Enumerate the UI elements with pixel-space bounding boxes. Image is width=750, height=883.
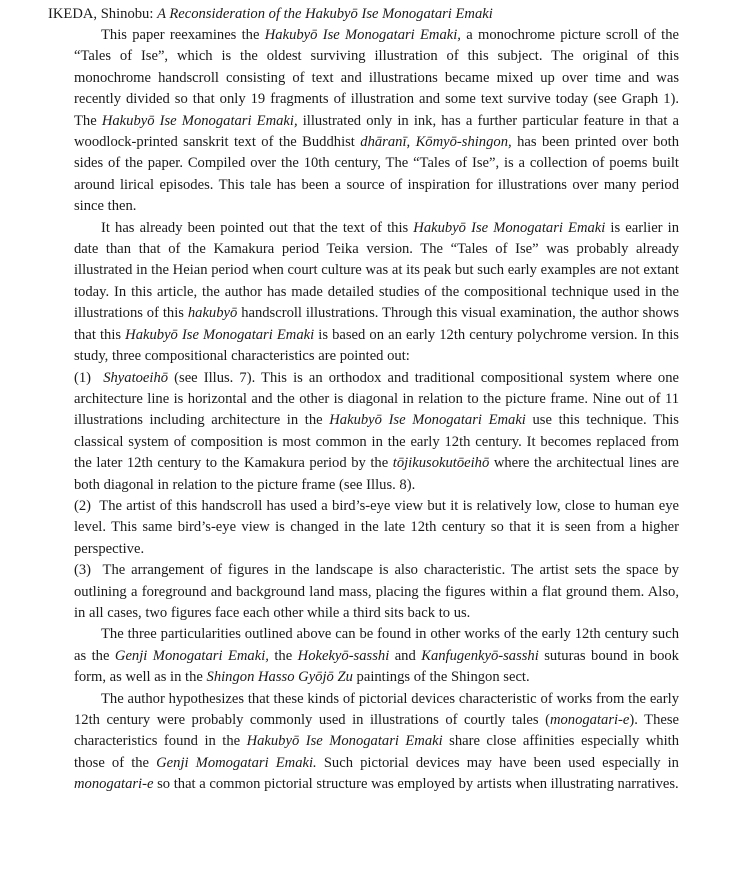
text-run: paintings of the Shingon sect.	[352, 669, 530, 686]
point-2-birds-eye-view	[74, 496, 679, 560]
text-run: (1)	[74, 369, 104, 386]
text-run: use this technique. This classical system of composition is most common in the early 12th century. It becomes replaced from the later 12th century to the Kamakura period by the	[74, 412, 679, 472]
italic-term: Kanfugenkyō-sasshi	[421, 647, 539, 664]
italic-term: Shyatoeihō	[103, 369, 169, 386]
text-run: so that a common pictorial structure was employed by artists when illustrating narratives.	[153, 776, 679, 793]
text-run: This paper reexamines the	[101, 27, 265, 43]
text-run: Such pictorial devices may have been used especially in	[316, 754, 679, 771]
text-run: is earlier in date than that of the Kamakura period Teika version. The “Tales of Ise” was probably already illustrated in the Heian period when court culture was at its peak but such early examples are not extant today. In this article, the author has made detailed studies of the compositional technique used in the illustrations of this	[74, 219, 679, 322]
point-3-figure-arrangement	[74, 560, 679, 624]
text-run: and	[389, 647, 422, 664]
text-run: The author hypothesizes that these kinds of pictorial devices characteristic of works from the early 12th century were probably commonly used in illustrations of courtly tales (	[74, 690, 679, 728]
italic-term: monogatari-e	[74, 776, 154, 793]
paragraph-conclusion	[74, 689, 679, 796]
text-run: (3) The arrangement of figures in the landscape is also characteristic. The artist sets the space by outlining a foreground and background land mass, placing the figures within a flat ground them. Also, in all cases, two figures face each other while a third sits back to us.	[74, 562, 679, 621]
italic-term: hakubyō	[187, 305, 238, 322]
point-1-shyatoeiho	[74, 368, 679, 496]
text-run: suturas bound in book form, as well as in the	[74, 647, 679, 686]
text-run: a monochrome picture scroll of the “Tales of Ise”, which is the oldest surviving illustration of this subject. The original of this monochrome handscroll consisting of text and illustrations became mixed up over time and was recently divided so that only 19 fragments of illustration and some text survive today (see Graph 1). The	[74, 27, 679, 129]
paragraph-intro	[74, 25, 679, 218]
italic-term: Genji Momogatari Emaki.	[156, 754, 317, 771]
italic-term: Shingon Hasso Gyōjō Zu	[206, 669, 353, 686]
text-run: ). These characteristics found in the	[74, 712, 679, 750]
abstract-body	[74, 25, 679, 796]
italic-term: Hokekyō-sasshi	[297, 647, 390, 664]
italic-term: Hakubyō Ise Monogatari Emaki	[125, 326, 315, 343]
text-run: has been printed over both sides of the paper. Compiled over the 10th century, The “Tales of Ise”, is a collection of poems built around lirical episodes. This tale has been a source of inspiration for illustrations over many period since then.	[74, 134, 679, 215]
italic-term: monogatari-e	[549, 712, 630, 728]
italic-term: tōjikusokutōeihō	[392, 455, 490, 472]
text-run: illustrated only in ink, has a further particular feature in that a woodlock-printed sanskrit text of the Buddhist	[74, 112, 679, 151]
article-header	[48, 4, 738, 25]
text-run: handscroll illustrations. Through this visual examination, the author shows that this	[74, 305, 680, 343]
text-run: The three particularities outlined above can be found in other works of the early 12th century such as the	[74, 626, 679, 664]
italic-term: Hakubyō Ise Monogatari Emaki	[413, 219, 606, 236]
paragraph-dating	[74, 218, 679, 368]
italic-term: Genji Monogatari Emaki,	[114, 647, 269, 664]
text-run: (2) The artist of this handscroll has used a bird’s-eye view but it is relatively low, close to human eye level. This same bird’s-eye view is changed in the late 12th century so that it is seen from a higher perspective.	[74, 497, 679, 557]
text-run: It has already been pointed out that the text of this	[101, 219, 414, 236]
paragraph-comparisons	[74, 624, 679, 688]
article-title: A Reconsideration of the Hakubyō Ise Monogatari Emaki	[157, 6, 493, 22]
text-run: the	[268, 647, 298, 664]
italic-term: Hakubyō Ise Monogatari Emaki	[246, 733, 443, 750]
italic-term: Hakubyō Ise Monogatari Emaki	[329, 412, 526, 429]
text-run: share close affinities especially whith those of the	[74, 733, 680, 771]
italic-term: Hakubyō Ise Monogatari Emaki,	[101, 112, 298, 129]
text-run: where the architectual lines are both diagonal in relation to the picture frame (see Illus. 8).	[74, 455, 679, 493]
italic-term: dhāranī, Kōmyō-shingon,	[360, 134, 512, 151]
italic-term: Hakubyō Ise Monogatari Emaki,	[264, 27, 461, 43]
text-run: is based on an early 12th century polychrome version. In this study, three compositional characteristics are pointed out:	[74, 326, 679, 365]
text-run: (see Illus. 7). This is an orthodox and traditional compositional system where one architecture line is horizontal and the other is diagonal in relation to the picture frame. Nine out of 11 illustrations including architecture in the	[74, 369, 679, 429]
author-name: IKEDA, Shinobu:	[48, 6, 158, 22]
